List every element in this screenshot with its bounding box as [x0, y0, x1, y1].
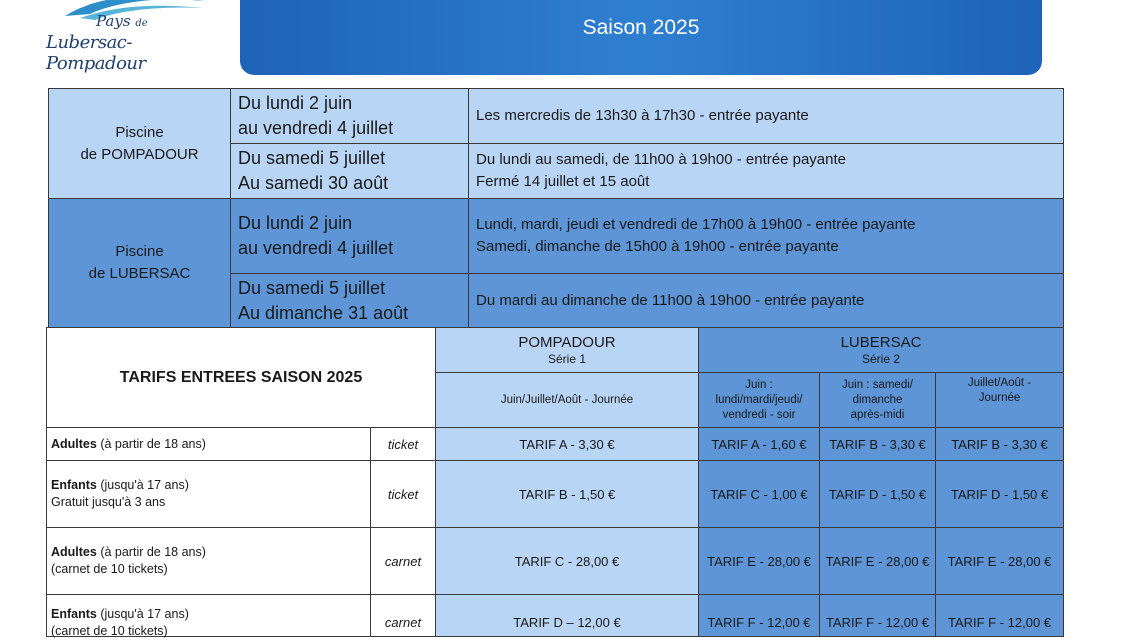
- row-kind: carnet: [370, 527, 436, 595]
- price-cell: TARIF D – 12,00 €: [435, 594, 699, 637]
- season-banner: [240, 0, 1042, 75]
- price-cell: TARIF B - 3,30 €: [935, 427, 1064, 461]
- logo: [40, 0, 210, 74]
- price-cell: TARIF F - 12,00 €: [698, 594, 820, 637]
- logo-line2: Lubersac-Pompadour: [46, 32, 146, 74]
- col-lubersac-juin-apres-midi: Juin : samedi/ dimanche après-midi: [819, 372, 936, 428]
- hours-lubersac-1: Lundi, mardi, jeudi et vendredi de 17h00 à 19h00 - entrée payante Samedi, dimanche de 15h00 à 19h00 - entrée payante: [468, 198, 1064, 274]
- tarifs-title: TARIFS ENTREES SAISON 2025: [46, 327, 436, 428]
- row-label-enfants-carnet: Enfants (jusqu'à 17 ans) (carnet de 10 tickets): [46, 594, 371, 637]
- period-pompadour-1: Du lundi 2 juin au vendredi 4 juillet: [230, 88, 469, 144]
- season-title: Saison 2025: [582, 16, 700, 39]
- hours-pompadour-1: Les mercredis de 13h30 à 17h30 - entrée payante: [468, 88, 1064, 144]
- pool-pompadour: Piscine de POMPADOUR: [48, 88, 231, 199]
- row-label-adultes-ticket: Adultes (à partir de 18 ans): [46, 427, 371, 461]
- price-cell: TARIF B - 1,50 €: [435, 460, 699, 528]
- price-cell: TARIF F - 12,00 €: [935, 594, 1064, 637]
- price-cell: TARIF F - 12,00 €: [819, 594, 936, 637]
- price-cell: TARIF E - 28,00 €: [698, 527, 820, 595]
- period-pompadour-2: Du samedi 5 juillet Au samedi 30 août: [230, 143, 469, 199]
- price-cell: TARIF A - 1,60 €: [698, 427, 820, 461]
- logo-line1: Pays de: [96, 12, 148, 30]
- col-lubersac-juin-soir: Juin : lundi/mardi/jeudi/ vendredi - soir: [698, 372, 820, 428]
- price-cell: TARIF C - 28,00 €: [435, 527, 699, 595]
- row-kind: carnet: [370, 594, 436, 637]
- col-pompadour-journee: Juin/Juillet/Août - Journée: [435, 372, 699, 428]
- period-lubersac-1: Du lundi 2 juin au vendredi 4 juillet: [230, 198, 469, 274]
- price-cell: TARIF C - 1,00 €: [698, 460, 820, 528]
- price-cell: TARIF E - 28,00 €: [935, 527, 1064, 595]
- price-cell: TARIF D - 1,50 €: [935, 460, 1064, 528]
- price-cell: TARIF E - 28,00 €: [819, 527, 936, 595]
- header-pompadour: POMPADOUR Série 1: [435, 327, 699, 373]
- row-label-enfants-ticket: Enfants (jusqu'à 17 ans) Gratuit jusqu'à 3 ans: [46, 460, 371, 528]
- row-label-adultes-carnet: Adultes (à partir de 18 ans) (carnet de 10 tickets): [46, 527, 371, 595]
- price-cell: TARIF A - 3,30 €: [435, 427, 699, 461]
- hours-lubersac-2: Du mardi au dimanche de 11h00 à 19h00 - entrée payante: [468, 273, 1064, 328]
- col-lubersac-juillet-aout: Juillet/Août - Journée: [935, 372, 1064, 428]
- hours-pompadour-2: Du lundi au samedi, de 11h00 à 19h00 - entrée payante Fermé 14 juillet et 15 août: [468, 143, 1064, 199]
- pool-lubersac: Piscine de LUBERSAC: [48, 198, 231, 328]
- price-cell: TARIF D - 1,50 €: [819, 460, 936, 528]
- price-cell: TARIF B - 3,30 €: [819, 427, 936, 461]
- period-lubersac-2: Du samedi 5 juillet Au dimanche 31 août: [230, 273, 469, 328]
- row-kind: ticket: [370, 460, 436, 528]
- row-kind: ticket: [370, 427, 436, 461]
- header-lubersac: LUBERSAC Série 2: [698, 327, 1064, 373]
